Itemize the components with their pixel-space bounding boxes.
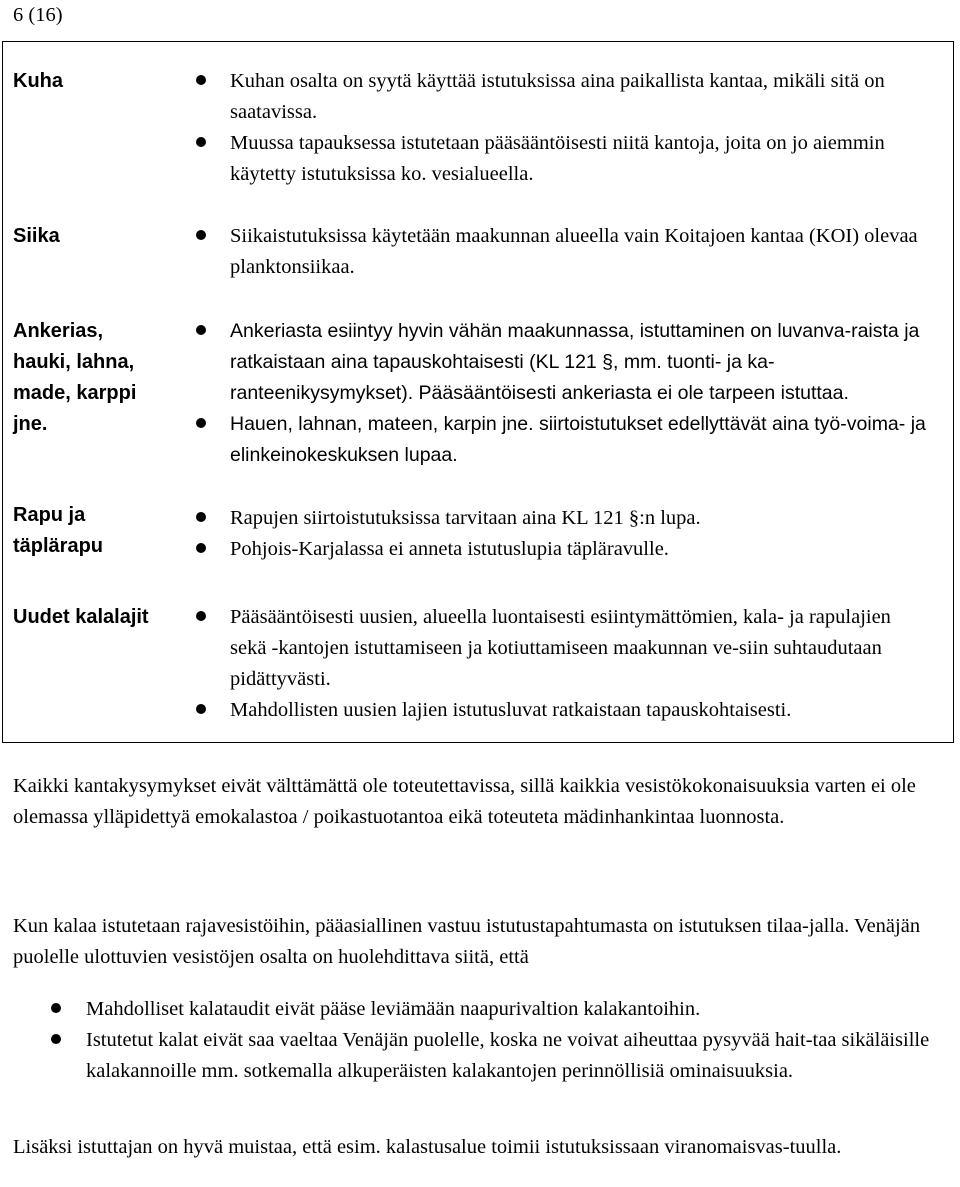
item-text: Ankeriasta esiintyy hyvin vähän maakunnassa, istuttaminen on luvanva-raista ja ratkaistaan aina tapauskohtaisesti (KL 121 §, mm. tuonti- ja ka-ranteenikysymykset). Pääsääntöisesti ankeriasta ei ole tarpeen istuttaa. [230, 320, 920, 404]
item-text: Pääsääntöisesti uusien, alueella luontaisesti esiintymättömien, kala- ja rapulajien sekä -kantojen istuttamiseen ja kotiuttamiseen maakunnan ve-siin suhtaudutaan pidättyvästi. [230, 606, 891, 690]
row-label: Siika [13, 225, 60, 247]
list-item [0, 1025, 950, 1087]
bullet-icon [51, 1034, 61, 1044]
species-table [2, 41, 954, 743]
paragraph-fishing-area: Lisäksi istuttajan on hyvä muistaa, että esim. kalastusalue toimii istutuksissaan viranomaisvas-tuulla. [13, 1136, 842, 1158]
row-label: Kuha [13, 70, 63, 92]
item-text: Kuhan osalta on syytä käyttää istutuksissa aina paikallista kantaa, mikäli sitä on saatavissa. [230, 70, 885, 123]
item-text: Rapujen siirtoistutuksissa tarvitaan aina KL 121 §:n lupa. [230, 507, 701, 529]
bullet-icon [196, 512, 206, 522]
item-text: Istutetut kalat eivät saa vaeltaa Venäjän puolelle, koska ne voivat aiheuttaa pysyvää hait-taa sikäläisille kalakannoille mm. sotkemalla alkuperäisten kalakantojen perinnöllisiä ominaisuuksia. [86, 1029, 930, 1082]
row-label: Uudet kalalajit [13, 606, 149, 628]
paragraph-border-waters: Kun kalaa istutetaan rajavesistöihin, pääasiallinen vastuu istutustapahtumasta on istutuksen tilaa-jalla. Venäjän puolelle ulottuvien vesistöjen osalta on huolehdittava siitä, että [13, 915, 921, 968]
list-item [3, 409, 953, 471]
item-text: Siikaistutuksissa käytetään maakunnan alueella vain Koitajoen kantaa (KOI) olevaa planktonsiikaa. [230, 225, 918, 278]
bullet-icon [196, 543, 206, 553]
bullet-icon [196, 611, 206, 621]
bullet-icon [196, 230, 206, 240]
page-number: 6 (16) [13, 4, 63, 26]
border-waters-list [0, 994, 950, 1087]
list-item [3, 695, 953, 726]
item-text: Mahdollisten uusien lajien istutusluvat ratkaistaan tapauskohtaisesti. [230, 699, 792, 721]
list-item [0, 994, 950, 1025]
list-item [3, 221, 953, 283]
row-label: Rapu ja täplärapu [13, 504, 104, 557]
bullet-icon [196, 704, 206, 714]
bullet-icon [196, 418, 206, 428]
bullet-icon [196, 325, 206, 335]
list-item [3, 503, 953, 534]
list-item [3, 128, 953, 190]
paragraph-stocks: Kaikki kantakysymykset eivät välttämättä ole toteutettavissa, sillä kaikkia vesistökokonaisuuksia varten ei ole olemassa ylläpidettyä emokalastoa / poikastuotantoa eikä toteuteta mädinhankintaa luonnosta. [13, 775, 916, 828]
item-text: Muussa tapauksessa istutetaan pääsääntöisesti niitä kantoja, joita on jo aiemmin käytetty istutuksissa ko. vesialueella. [230, 132, 885, 185]
bullet-icon [196, 75, 206, 85]
list-item [3, 534, 953, 565]
bullet-icon [196, 137, 206, 147]
bullet-icon [51, 1003, 61, 1013]
list-item [3, 316, 953, 409]
item-text: Pohjois-Karjalassa ei anneta istutuslupia täpläravulle. [230, 538, 669, 560]
list-item [3, 66, 953, 128]
item-text: Mahdolliset kalataudit eivät pääse leviämään naapurivaltion kalakantoihin. [86, 998, 701, 1020]
row-label: Ankerias, hauki, lahna, made, karppi jne. [13, 320, 137, 435]
list-item [3, 602, 953, 695]
item-text: Hauen, lahnan, mateen, karpin jne. siirtoistutukset edellyttävät aina työ-voima- ja elinkeinokeskuksen lupaa. [230, 413, 926, 466]
